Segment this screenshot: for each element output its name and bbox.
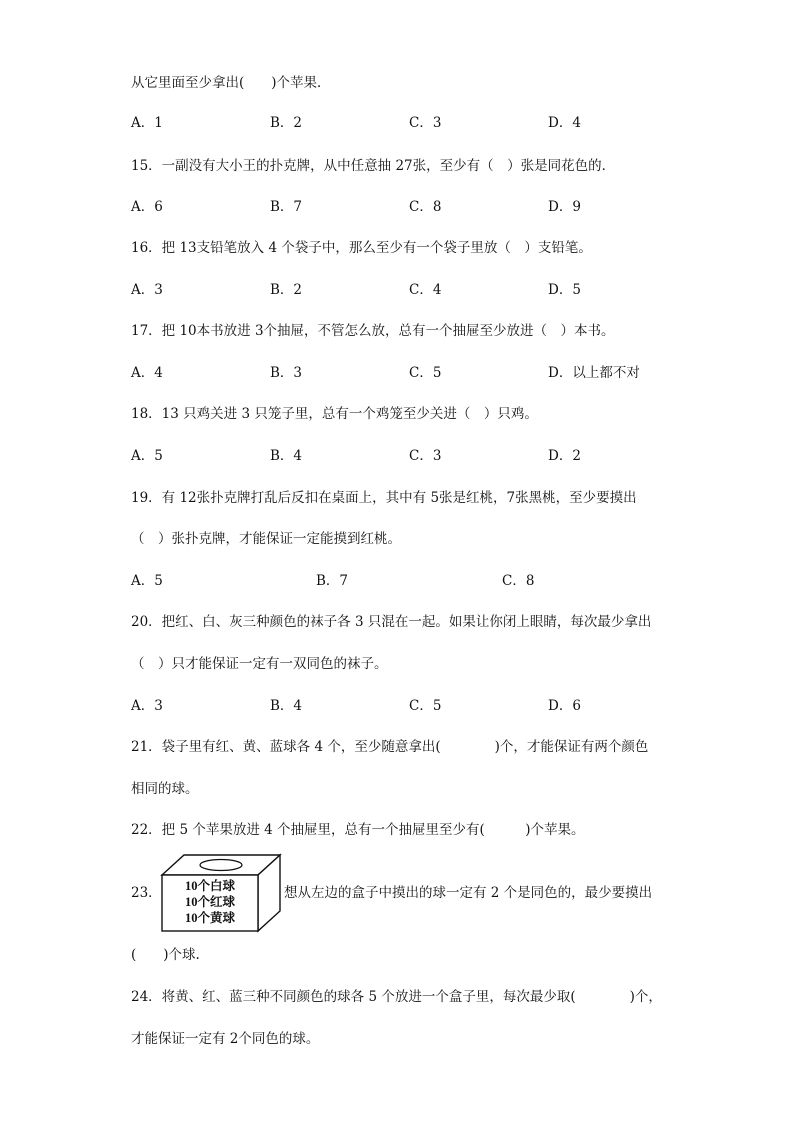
q16-option-b: B．2: [270, 282, 303, 298]
box-opening: [200, 860, 242, 871]
q20-option-a: A．3: [131, 698, 163, 714]
q20-option-c: C．5: [409, 698, 442, 714]
q16-option-d: D．5: [548, 282, 581, 298]
q15-option-b: B．7: [270, 199, 303, 215]
q20-option-b: B．4: [270, 698, 303, 714]
q20-option-d: D．6: [548, 698, 581, 714]
q19-text-line2: （ ）张扑克牌，才能保证一定能摸到红桃。: [131, 531, 401, 547]
q18-option-c: C．3: [409, 448, 442, 464]
ball-box-figure: [160, 853, 282, 933]
q18-text: 18．13 只鸡关进 3 只笼子里，总有一个鸡笼至少关进（ ）只鸡。: [131, 406, 538, 422]
q15-option-d: D．9: [548, 199, 581, 215]
q23-text-line2: ( )个球.: [131, 947, 200, 963]
q18-option-d: D．2: [548, 448, 581, 464]
q15-text: 15．一副没有大小王的扑克牌，从中任意抽 27张，至少有（ ）张是同花色的．: [131, 158, 616, 174]
q18-option-a: A．5: [131, 448, 163, 464]
q24-text-line2: 才能保证一定有 2个同色的球。: [131, 1031, 320, 1047]
q14-option-a: A．1: [131, 115, 163, 131]
q24-text-line1: 24．将黄、红、蓝三种不同颜色的球各 5 个放进一个盒子里，每次最少取( )个，: [131, 989, 662, 1005]
q17-option-a: A．4: [131, 365, 163, 381]
box-label-white: 10个白球: [184, 879, 236, 893]
q20-text-line1: 20．把红、白、灰三种颜色的袜子各 3 只混在一起。如果让你闭上眼睛，每次最少拿出: [131, 614, 652, 630]
q21-text-line1: 21．袋子里有红、黄、蓝球各 4 个，至少随意拿出( )个，才能保证有两个颜色: [131, 739, 649, 755]
q19-option-b: B．7: [316, 573, 349, 589]
q23-number: 23．: [131, 885, 162, 901]
q18-option-b: B．4: [270, 448, 303, 464]
q14-continuation: 从它里面至少拿出( )个苹果．: [131, 75, 331, 91]
q16-option-a: A．3: [131, 282, 163, 298]
q23-text-line1: 想从左边的盒子中摸出的球一定有 2 个是同色的，最少要摸出: [284, 885, 653, 901]
q21-text-line2: 相同的球。: [131, 781, 199, 797]
q15-option-c: C．8: [409, 199, 442, 215]
q16-text: 16．把 13支铅笔放入 4 个袋子中，那么至少有一个袋子里放（ ）支铅笔。: [131, 240, 592, 256]
q16-option-c: C．4: [409, 282, 442, 298]
q17-option-b: B．3: [270, 365, 303, 381]
q14-option-b: B．2: [270, 115, 303, 131]
q20-text-line2: （ ）只才能保证一定有一双同色的袜子。: [131, 656, 388, 672]
q14-option-d: D．4: [548, 115, 581, 131]
box-label-yellow: 10个黄球: [184, 911, 236, 925]
q19-option-c: C．8: [502, 573, 535, 589]
q19-text-line1: 19．有 12张扑克牌打乱后反扣在桌面上，其中有 5张是红桃，7张黑桃，至少要摸出: [131, 490, 637, 506]
q17-text: 17．把 10本书放进 3个抽屉，不管怎么放，总有一个抽屉至少放进（ ）本书。: [131, 323, 615, 339]
q14-option-c: C．3: [409, 115, 442, 131]
q19-option-a: A．5: [131, 573, 163, 589]
box-label-red: 10个红球: [184, 895, 236, 909]
q17-option-d: D．以上都不对: [548, 365, 640, 381]
q15-option-a: A．6: [131, 199, 163, 215]
q17-option-c: C．5: [409, 365, 442, 381]
q22-text: 22．把 5 个苹果放进 4 个抽屉里，总有一个抽屉里至少有( )个苹果。: [131, 822, 585, 838]
